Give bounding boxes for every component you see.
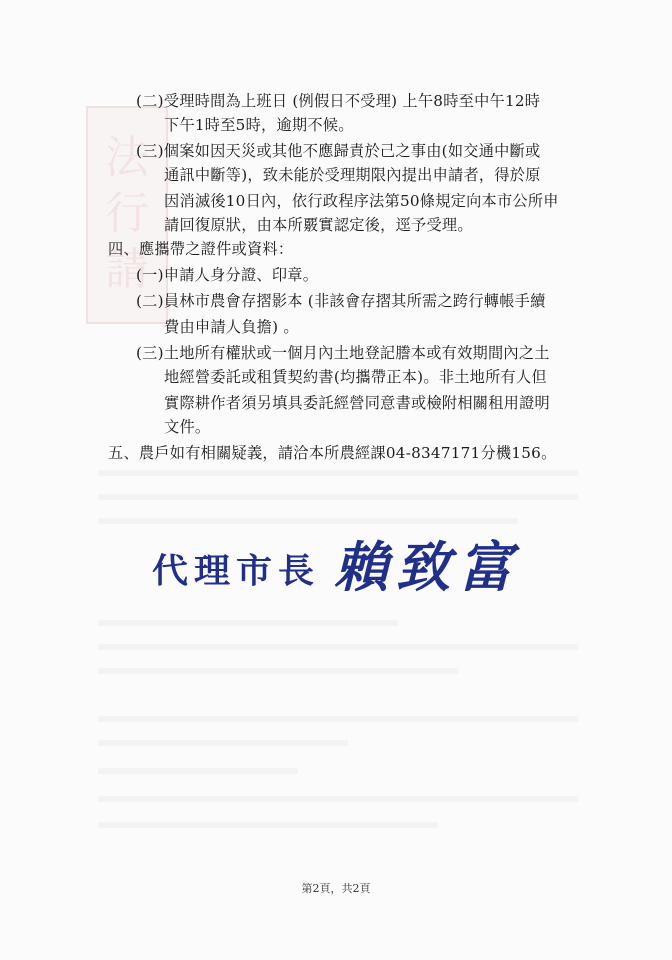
section-heading: 五、農戶如有相關疑義，請洽本所農經課04-8347171分機156。 xyxy=(108,444,557,462)
body-line: 下午1時至5時，逾期不候。 xyxy=(164,116,354,134)
body-line: 通訊中斷等)，致未能於受理期限內提出申請者，得於原 xyxy=(164,166,541,184)
section-heading: 四、應攜帶之證件或資料： xyxy=(108,240,294,258)
body-line: (三)土地所有權狀或一個月內土地登記謄本或有效期間內之土 xyxy=(136,344,550,362)
body-line: (一)申請人身分證、印章。 xyxy=(136,266,319,284)
body-line: 實際耕作者須另填具委託經營同意書或檢附相關租用證明 xyxy=(164,394,550,412)
signature-stamp xyxy=(0,520,672,600)
signature-title: 代理市長 xyxy=(151,552,320,591)
body-line: 請回復原狀，由本所覈實認定後，逕予受理。 xyxy=(164,216,473,234)
body-line: 地經營委託或租賃契約書(均攜帶正本)。非土地所有人但 xyxy=(164,368,547,386)
body-line: 因消滅後10日內，依行政程序法第50條規定向本市公所申 xyxy=(164,192,559,210)
body-line: 費由申請人負擔) 。 xyxy=(164,318,299,336)
page-number-footer: 第2頁，共2頁 xyxy=(301,882,371,895)
body-line: 文件。 xyxy=(164,418,211,436)
body-line: (三)個案如因天災或其他不應歸責於己之事由(如交通中斷或 xyxy=(136,142,541,160)
seal-text: 法行請 xyxy=(105,132,149,295)
body-line: (二)受理時間為上班日 (例假日不受理) 上午8時至中午12時 xyxy=(136,92,541,110)
signature-name: 賴致富 xyxy=(334,535,520,599)
body-line: (二)員林市農會存摺影本 (非該會存摺其所需之跨行轉帳手續 xyxy=(136,292,546,310)
